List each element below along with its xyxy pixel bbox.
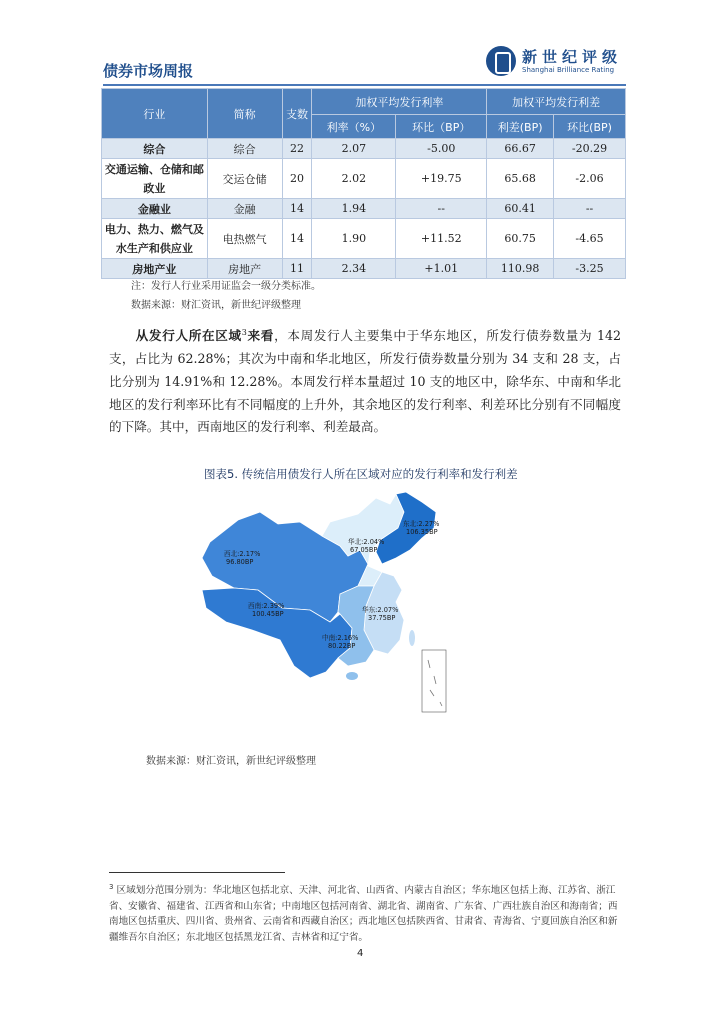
label-north-rate: 华北:2.04% (348, 538, 385, 546)
south-sea-islands (428, 660, 442, 706)
cell-count: 14 (282, 219, 312, 259)
cell-rate: 1.94 (312, 199, 396, 219)
paragraph-lead: 从发行人所在区域 (135, 328, 242, 344)
brand-name-cn: 新世纪评级 (522, 48, 623, 66)
header-rate-change: 环比（BP） (396, 115, 487, 139)
cell-spread: 65.68 (487, 159, 554, 199)
table-row (102, 159, 626, 199)
cell-spread-change: -2.06 (554, 159, 626, 199)
cell-spread-change: -20.29 (554, 139, 626, 159)
cell-count: 22 (282, 139, 312, 159)
table-row (102, 139, 626, 159)
label-northeast-rate: 东北:2.27% (403, 520, 440, 528)
header-spread-group: 加权平均发行利差 (487, 89, 626, 115)
header-spread-change: 环比(BP) (554, 115, 626, 139)
region-analysis-paragraph (109, 322, 621, 439)
industry-rate-table (101, 88, 626, 279)
label-east-rate: 华东:2.07% (362, 606, 399, 614)
cell-rate: 2.07 (312, 139, 396, 159)
paragraph-body: ，本周发行人主要集中于华东地区，所发行债券数量为 142 支，占比为 62.28%；其次为中南和华北地区，所发行债券数量分别为 34 支和 28 支，占比分别为 14.91%和 12.28%。本周发行样本量超过 10 支的地区中，除华东、中南和华北地区的发行利率环比有不同幅度的上升外，其余地区的发行利率、利差环比分别有不同幅度的下降。其中，西南地区的发行利率、利差最高。 (109, 328, 622, 435)
cell-rate: 2.02 (312, 159, 396, 199)
label-north-spread: 67.05BP (350, 546, 378, 554)
china-region-map (190, 490, 530, 745)
cell-rate-change: +1.01 (396, 259, 487, 279)
cell-industry: 金融业 (102, 199, 208, 219)
table-row (102, 259, 626, 279)
table-row (102, 199, 626, 219)
paragraph-lead2: 来看 (246, 328, 275, 344)
cell-spread-change: -- (554, 199, 626, 219)
cell-spread: 60.41 (487, 199, 554, 219)
label-southwest-spread: 100.45BP (252, 610, 284, 618)
cell-count: 20 (282, 159, 312, 199)
cell-industry: 综合 (102, 139, 208, 159)
table-row (102, 219, 626, 259)
footnote (109, 880, 624, 945)
figure-source: 数据来源：财汇资讯，新世纪评级整理 (146, 756, 316, 767)
table-source: 数据来源：财汇资讯，新世纪评级整理 (131, 300, 301, 311)
cell-rate-change: +19.75 (396, 159, 487, 199)
south-sea-inset (422, 650, 446, 712)
cell-count: 14 (282, 199, 312, 219)
header-count: 支数 (282, 89, 312, 139)
footnote-divider (109, 872, 285, 873)
header-abbr: 简称 (207, 89, 282, 139)
page-number: 4 (357, 948, 364, 959)
label-east-spread: 37.75BP (368, 614, 396, 622)
cell-spread-change: -4.65 (554, 219, 626, 259)
cell-spread-change: -3.25 (554, 259, 626, 279)
cell-spread: 60.75 (487, 219, 554, 259)
cell-count: 11 (282, 259, 312, 279)
label-northwest-spread: 96.80BP (226, 558, 254, 566)
cell-abbr: 电热燃气 (207, 219, 282, 259)
cell-abbr: 金融 (207, 199, 282, 219)
header-industry: 行业 (102, 89, 208, 139)
cell-industry: 房地产业 (102, 259, 208, 279)
header-rate: 利率（%） (312, 115, 396, 139)
cell-rate-change: -5.00 (396, 139, 487, 159)
header-rate-group: 加权平均发行利率 (312, 89, 487, 115)
cell-abbr: 综合 (207, 139, 282, 159)
cell-abbr: 房地产 (207, 259, 282, 279)
cell-rate: 2.34 (312, 259, 396, 279)
hainan-island (346, 672, 358, 680)
label-northeast-spread: 106.35BP (406, 528, 438, 536)
report-title: 债券市场周报 (103, 62, 194, 80)
cell-industry: 电力、热力、燃气及水生产和供应业 (102, 219, 208, 259)
brand-name-en: Shanghai Brilliance Rating (522, 66, 615, 74)
cell-rate-change: +11.52 (396, 219, 487, 259)
label-northwest-rate: 西北:2.17% (224, 550, 261, 558)
footnote-ref: 3 (241, 328, 247, 337)
label-south-central-spread: 80.22BP (328, 642, 356, 650)
label-southwest-rate: 西南:2.39% (248, 602, 285, 610)
label-south-central-rate: 中南:2.16% (322, 634, 359, 642)
footnote-text: 区域划分范围分别为：华北地区包括北京、天津、河北省、山西省、内蒙古自治区；华东地区包括上海、江苏省、浙江省、安徽省、福建省、江西省和山东省；中南地区包括河南省、湖北省、湖南省、广东省、广西壮族自治区和海南省；西南地区包括重庆、四川省、贵州省、云南省和西藏自治区；西北地区包括陕西省、甘肃省、青海省、宁夏回族自治区和新疆维吾尔自治区；东北地区包括黑龙江省、吉林省和辽宁省。 (109, 885, 618, 943)
footnote-mark: 3 (109, 883, 114, 891)
taiwan-island (409, 630, 415, 646)
table-note: 注：发行人行业采用证监会一级分类标准。 (131, 281, 321, 292)
cell-rate-change: -- (396, 199, 487, 219)
cell-spread: 66.67 (487, 139, 554, 159)
header-divider (103, 84, 626, 86)
cell-abbr: 交运仓储 (207, 159, 282, 199)
cell-rate: 1.90 (312, 219, 396, 259)
figure-title: 图表5. 传统信用债发行人所在区域对应的发行利率和发行利差 (204, 467, 518, 481)
cell-industry: 交通运输、仓储和邮政业 (102, 159, 208, 199)
header-spread: 利差(BP) (487, 115, 554, 139)
cell-spread: 110.98 (487, 259, 554, 279)
brand-logo-icon (486, 46, 516, 76)
